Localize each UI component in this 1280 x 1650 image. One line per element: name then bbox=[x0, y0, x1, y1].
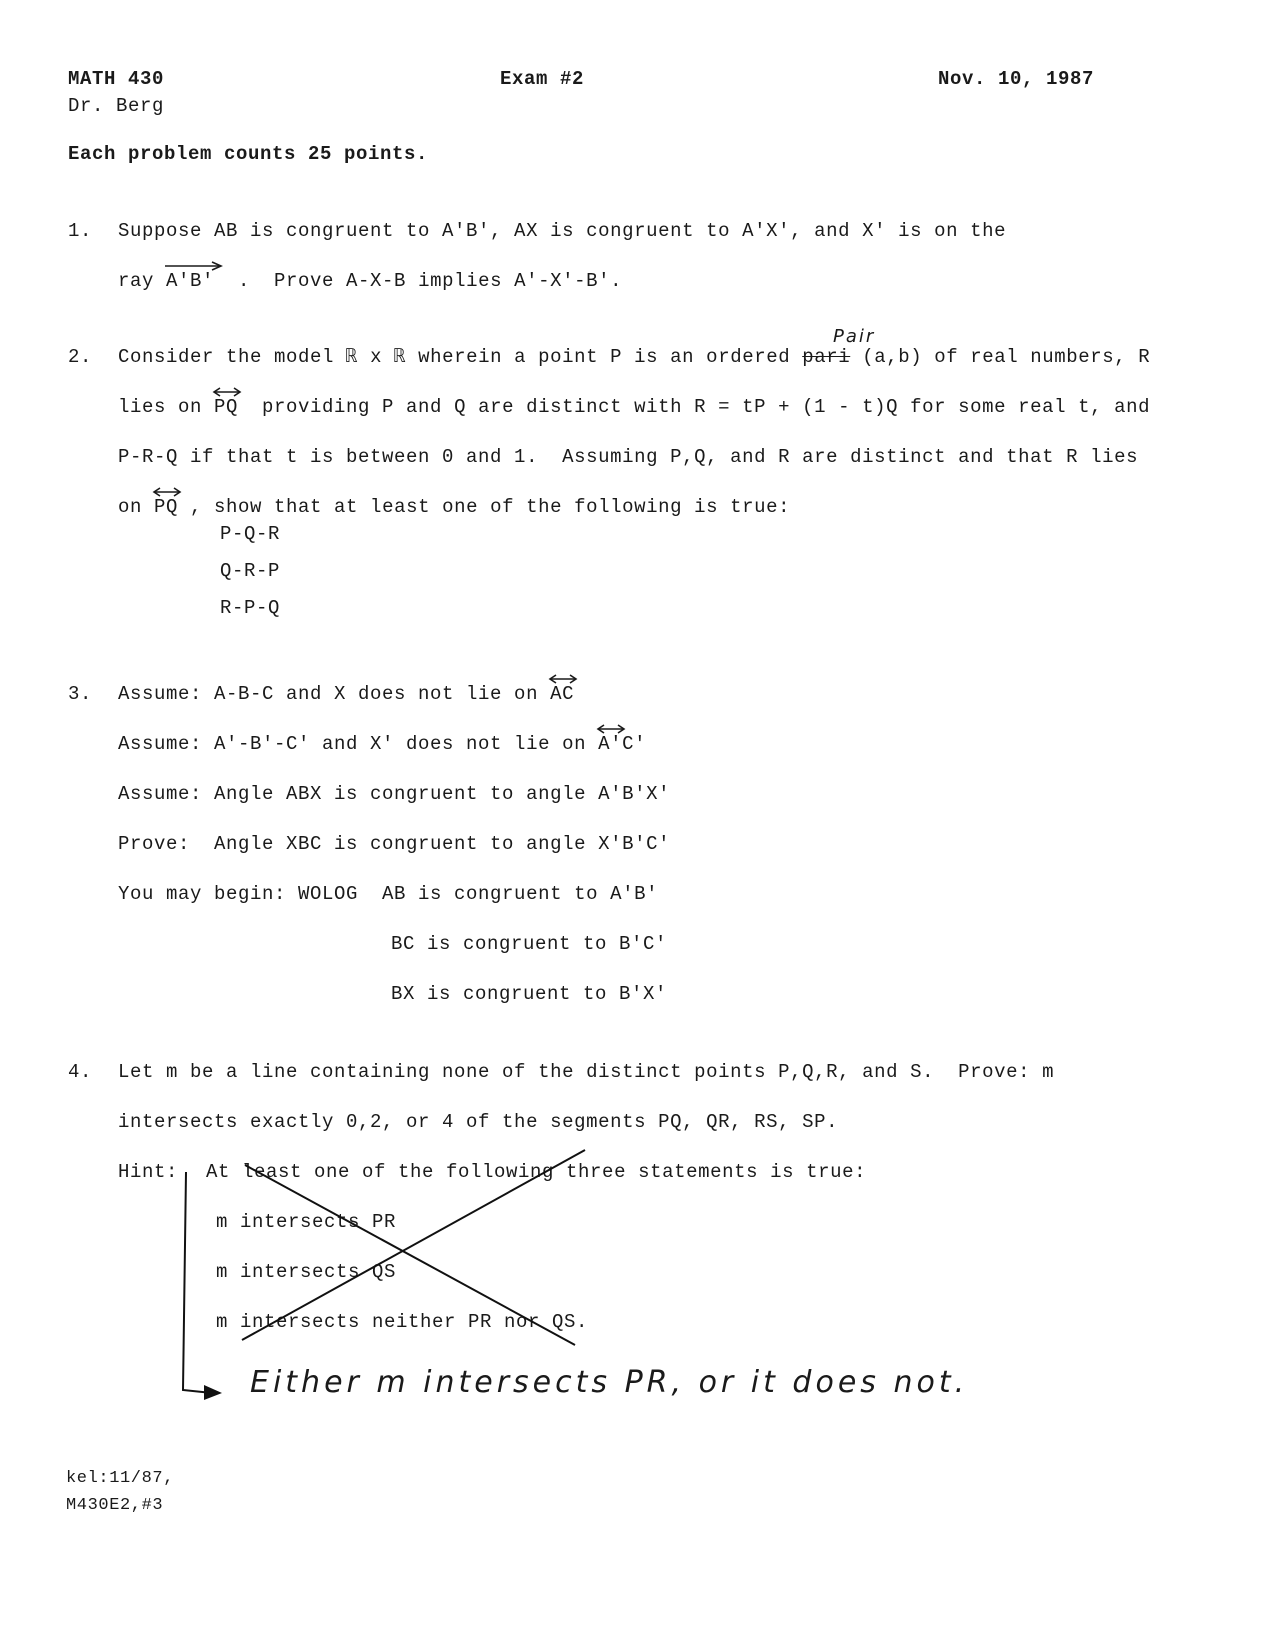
handwritten-correction: Pair bbox=[833, 326, 876, 347]
exam-date: Nov. 10, 1987 bbox=[938, 68, 1095, 90]
problem-number-1: 1. bbox=[68, 220, 93, 242]
arrowhead-icon bbox=[204, 1385, 222, 1400]
strike-line bbox=[245, 1165, 575, 1345]
exam-title: Exam #2 bbox=[500, 68, 585, 90]
problem1-line1: Suppose AB is congruent to A'B', AX is congruent to A'X', and X' is on the bbox=[118, 220, 1007, 242]
ray-notation: A'B' bbox=[166, 272, 214, 291]
option-item: R-P-Q bbox=[220, 597, 281, 619]
option-item: Q-R-P bbox=[220, 560, 281, 582]
instructor-name: Dr. Berg bbox=[68, 95, 165, 117]
line-notation: PQ bbox=[154, 498, 178, 517]
problem3-prove: Prove: Angle XBC is congruent to angle X'B'C' bbox=[118, 833, 671, 855]
line-notation: AC bbox=[550, 685, 574, 704]
hint-text: At least one of the following three statements is true: bbox=[206, 1161, 867, 1183]
hint-item: m intersects PR bbox=[216, 1211, 397, 1233]
struck-word: pari bbox=[802, 346, 851, 368]
problem1-line2: ray A'B' . Prove A-X-B implies A'-X'-B'. bbox=[118, 272, 622, 291]
bracket-arrow-icon bbox=[183, 1172, 212, 1393]
problem2-line4: on PQ , show that at least one of the following is true: bbox=[118, 498, 790, 517]
strike-line bbox=[242, 1150, 585, 1340]
problem4-line1: Let m be a line containing none of the distinct points P,Q,R, and S. Prove: m bbox=[118, 1061, 1055, 1083]
problem2-line2: lies on PQ providing P and Q are distinct with R = tP + (1 - t)Q for some real t, and bbox=[118, 398, 1150, 417]
problem3-assume2: Assume: A'-B'-C' and X' does not lie on A'C' bbox=[118, 735, 646, 754]
problem3-congruence: BC is congruent to B'C' bbox=[391, 933, 668, 955]
footer-line2: M430E2,#3 bbox=[66, 1496, 164, 1515]
problem3-assume1: Assume: A-B-C and X does not lie on AC bbox=[118, 685, 574, 704]
handwritten-note: Either m intersects PR, or it does not. bbox=[250, 1365, 969, 1400]
problem3-begin: You may begin: WOLOG AB is congruent to A'B' bbox=[118, 883, 659, 905]
problem3-assume3: Assume: Angle ABX is congruent to angle A'B'X' bbox=[118, 783, 671, 805]
option-item: P-Q-R bbox=[220, 523, 281, 545]
problem2-line3: P-R-Q if that t is between 0 and 1. Assuming P,Q, and R are distinct and that R lies bbox=[118, 446, 1139, 468]
course-title: MATH 430 bbox=[68, 68, 165, 90]
problem-number-3: 3. bbox=[68, 683, 93, 705]
hint-label: Hint: bbox=[118, 1161, 179, 1183]
instructions: Each problem counts 25 points. bbox=[68, 143, 429, 165]
model-symbol: ℝ x ℝ bbox=[346, 346, 407, 368]
hint-item: m intersects QS bbox=[216, 1261, 397, 1283]
footer-line1: kel:11/87, bbox=[66, 1469, 175, 1488]
problem2-line1: Consider the model ℝ x ℝ wherein a point P is an ordered pari (a,b) of real numbers, R bbox=[118, 346, 1151, 368]
line-notation: PQ bbox=[214, 398, 238, 417]
line-notation: A'C' bbox=[598, 735, 646, 754]
problem-number-4: 4. bbox=[68, 1061, 93, 1083]
hint-item: m intersects neither PR nor QS. bbox=[216, 1311, 589, 1333]
problem-number-2: 2. bbox=[68, 346, 93, 368]
problem4-line2: intersects exactly 0,2, or 4 of the segments PQ, QR, RS, SP. bbox=[118, 1111, 839, 1133]
problem3-congruence: BX is congruent to B'X' bbox=[391, 983, 668, 1005]
